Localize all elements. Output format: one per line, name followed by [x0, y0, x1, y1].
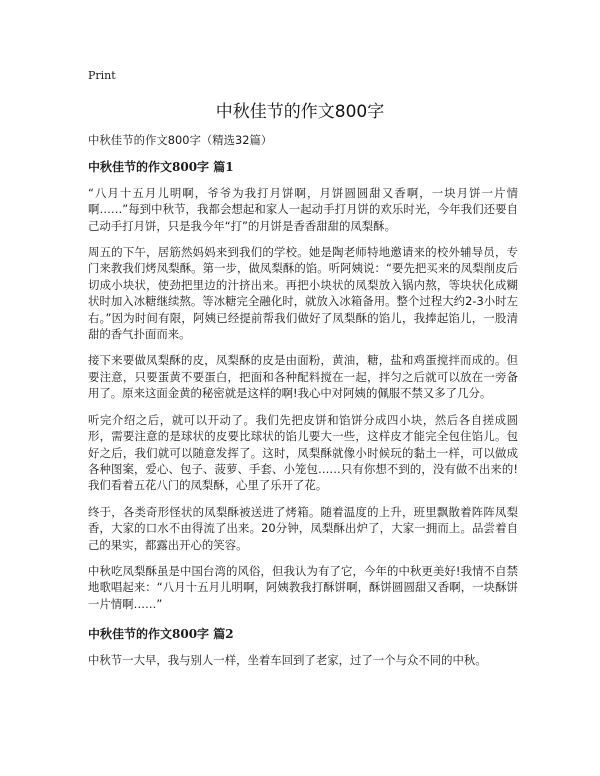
paragraph: 接下来要做凤梨酥的皮，凤梨酥的皮是由面粉，黄油，糖，盐和鸡蛋搅拌而成的。但要注意，只要蛋黄不要蛋白，把面和各种配料搅在一起，拌匀之后就可以放在一旁备用了。原来这面金黄的秘密就是这样的啊!我心中对阿姨的佩服不禁又多了几分。 — [88, 353, 518, 401]
paragraph: “八月十五月儿明啊，爷爷为我打月饼啊，月饼圆圆甜又香啊，一块月饼一片情啊……”每到中秋节，我都会想起和家人一起动手打月饼的欢乐时光，今年我们还要自己动手打月饼，只是我今年“打”的月饼是香香甜甜的凤梨酥。 — [88, 185, 518, 233]
section-heading-1: 中秋佳节的作文800字 篇1 — [88, 160, 234, 175]
paragraph: 中秋节一大早，我与别人一样，坐着车回到了老家，过了一个与众不同的中秋。 — [88, 652, 487, 667]
document-subtitle: 中秋佳节的作文800字（精选32篇） — [88, 133, 273, 147]
paragraph: 听完介绍之后，就可以开动了。我们先把皮饼和馅饼分成四小块，然后各自搓成圆形，需要注意的是球状的皮要比球状的馅儿要大一些，这样皮才能完全包住馅儿。包好之后，我们就可以随意发挥了。这时，凤梨酥就像小时候玩的黏土一样，可以做成各种图案，爱心、包子、菠萝、手套、小笼包……只有你想不到的，没有做不出来的!我们看着五花八门的凤梨酥，心里了乐开了花。 — [88, 412, 518, 493]
paragraph: 周五的下午，居筋然妈妈来到我们的学校。她是陶老师特地邀请来的校外辅导员，专门来教我们烤凤梨酥。第一步，做凤梨酥的馅。听阿姨说：“要先把买来的凤梨削皮后切成小块状，使劲把里边的汁挤出来。再把小块状的凤梨放入锅内熬，等块状化成糊状时加入冰糖继续熬。等冰糖完全融化时，就放入冰箱备用。整个过程大约2-3小时左右。”因为时间有限，阿姨已经提前帮我们做好了凤梨酥的馅儿，我捧起馅儿，一股清甜的香气扑面而来。 — [88, 245, 518, 342]
section-heading-2: 中秋佳节的作文800字 篇2 — [88, 627, 234, 642]
page-title: 中秋佳节的作文800字 — [215, 102, 385, 122]
paragraph: 中秋吃凤梨酥虽是中国台湾的风俗，但我认为有了它，今年的中秋更美好!我情不自禁地歌唱起来：“八月十五月儿明啊，阿姨教我打酥饼啊，酥饼圆圆甜又香啊，一块酥饼一片情啊……” — [88, 563, 518, 611]
document-body — [88, 132, 518, 678]
paragraph: 终于，各类奇形怪状的凤梨酥被送进了烤箱。随着温度的上升，班里飘散着阵阵凤梨香，大家的口水不由得流了出来。20分钟，凤梨酥出炉了，大家一拥而上。品尝着自己的果实，都露出开心的笑容。 — [88, 504, 518, 552]
print-label[interactable]: Print — [88, 69, 116, 82]
